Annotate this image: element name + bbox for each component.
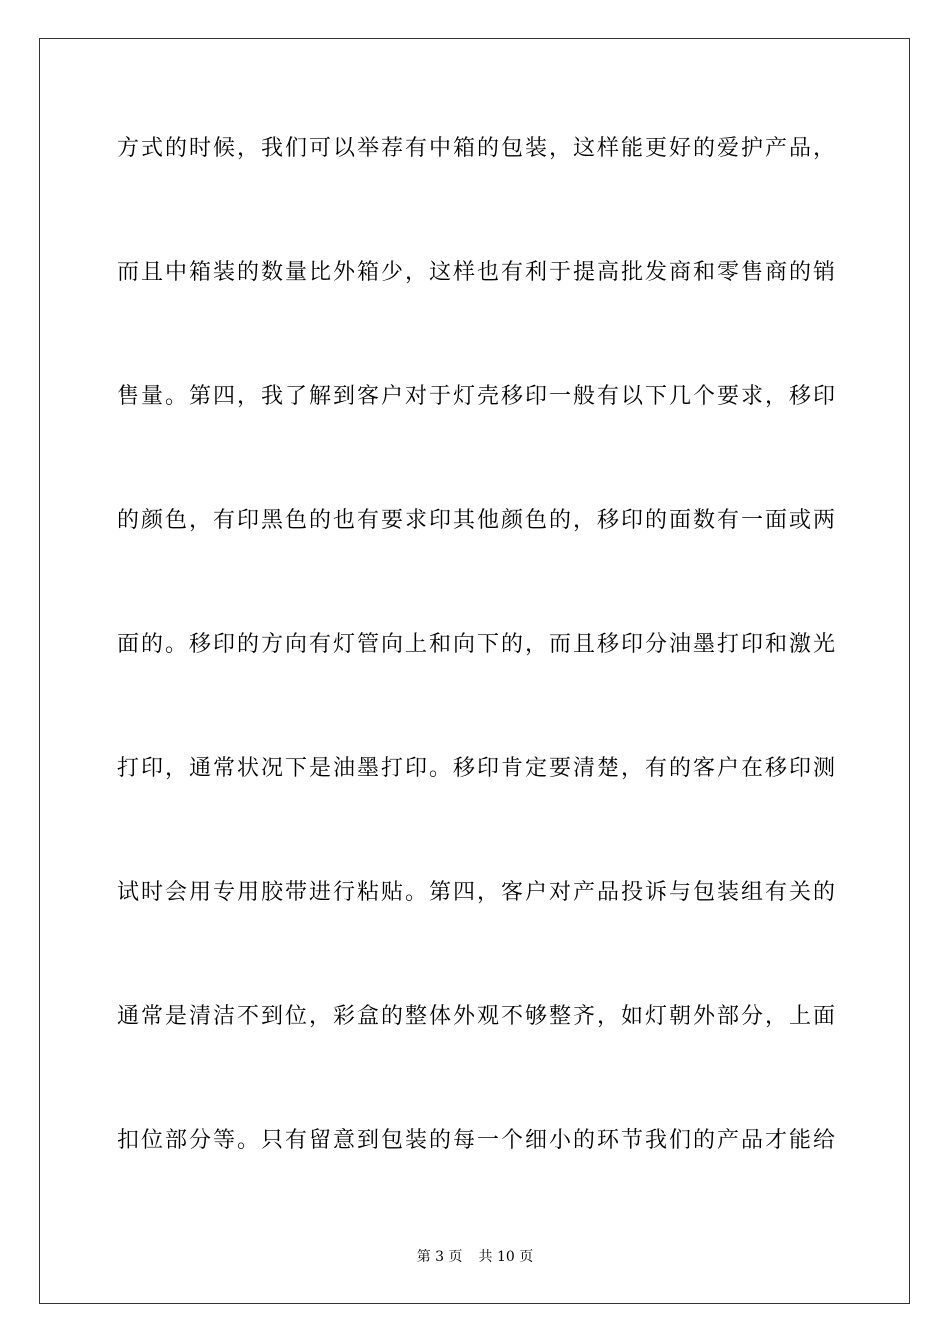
page-number: 第 3 页: [416, 1249, 463, 1265]
text-line-6: 打印，通常状况下是油墨打印。移印肯定要清楚，有的客户在移印测: [117, 756, 835, 781]
text-line-3: 售量。第四，我了解到客户对于灯壳移印一般有以下几个要求，移印: [117, 384, 835, 409]
text-line-1: 方式的时候，我们可以举荐有中箱的包装，这样能更好的爱护产品，: [117, 136, 835, 161]
text-line-2: 而且中箱装的数量比外箱少，这样也有利于提高批发商和零售商的销: [117, 260, 835, 285]
page-footer: [0, 1245, 950, 1269]
text-line-4: 的颜色，有印黑色的也有要求印其他颜色的，移印的面数有一面或两: [117, 508, 835, 533]
text-line-5: 面的。移印的方向有灯管向上和向下的，而且移印分油墨打印和激光: [117, 632, 835, 657]
text-line-7: 试时会用专用胶带进行粘贴。第四，客户对产品投诉与包装组有关的: [117, 880, 835, 905]
text-line-8: 通常是清洁不到位，彩盒的整体外观不够整齐，如灯朝外部分，上面: [117, 1004, 835, 1029]
page-border: [39, 38, 910, 1304]
page-total: 共 10 页: [478, 1249, 534, 1265]
text-line-9: 扣位部分等。只有留意到包装的每一个细小的环节我们的产品才能给: [117, 1128, 835, 1153]
